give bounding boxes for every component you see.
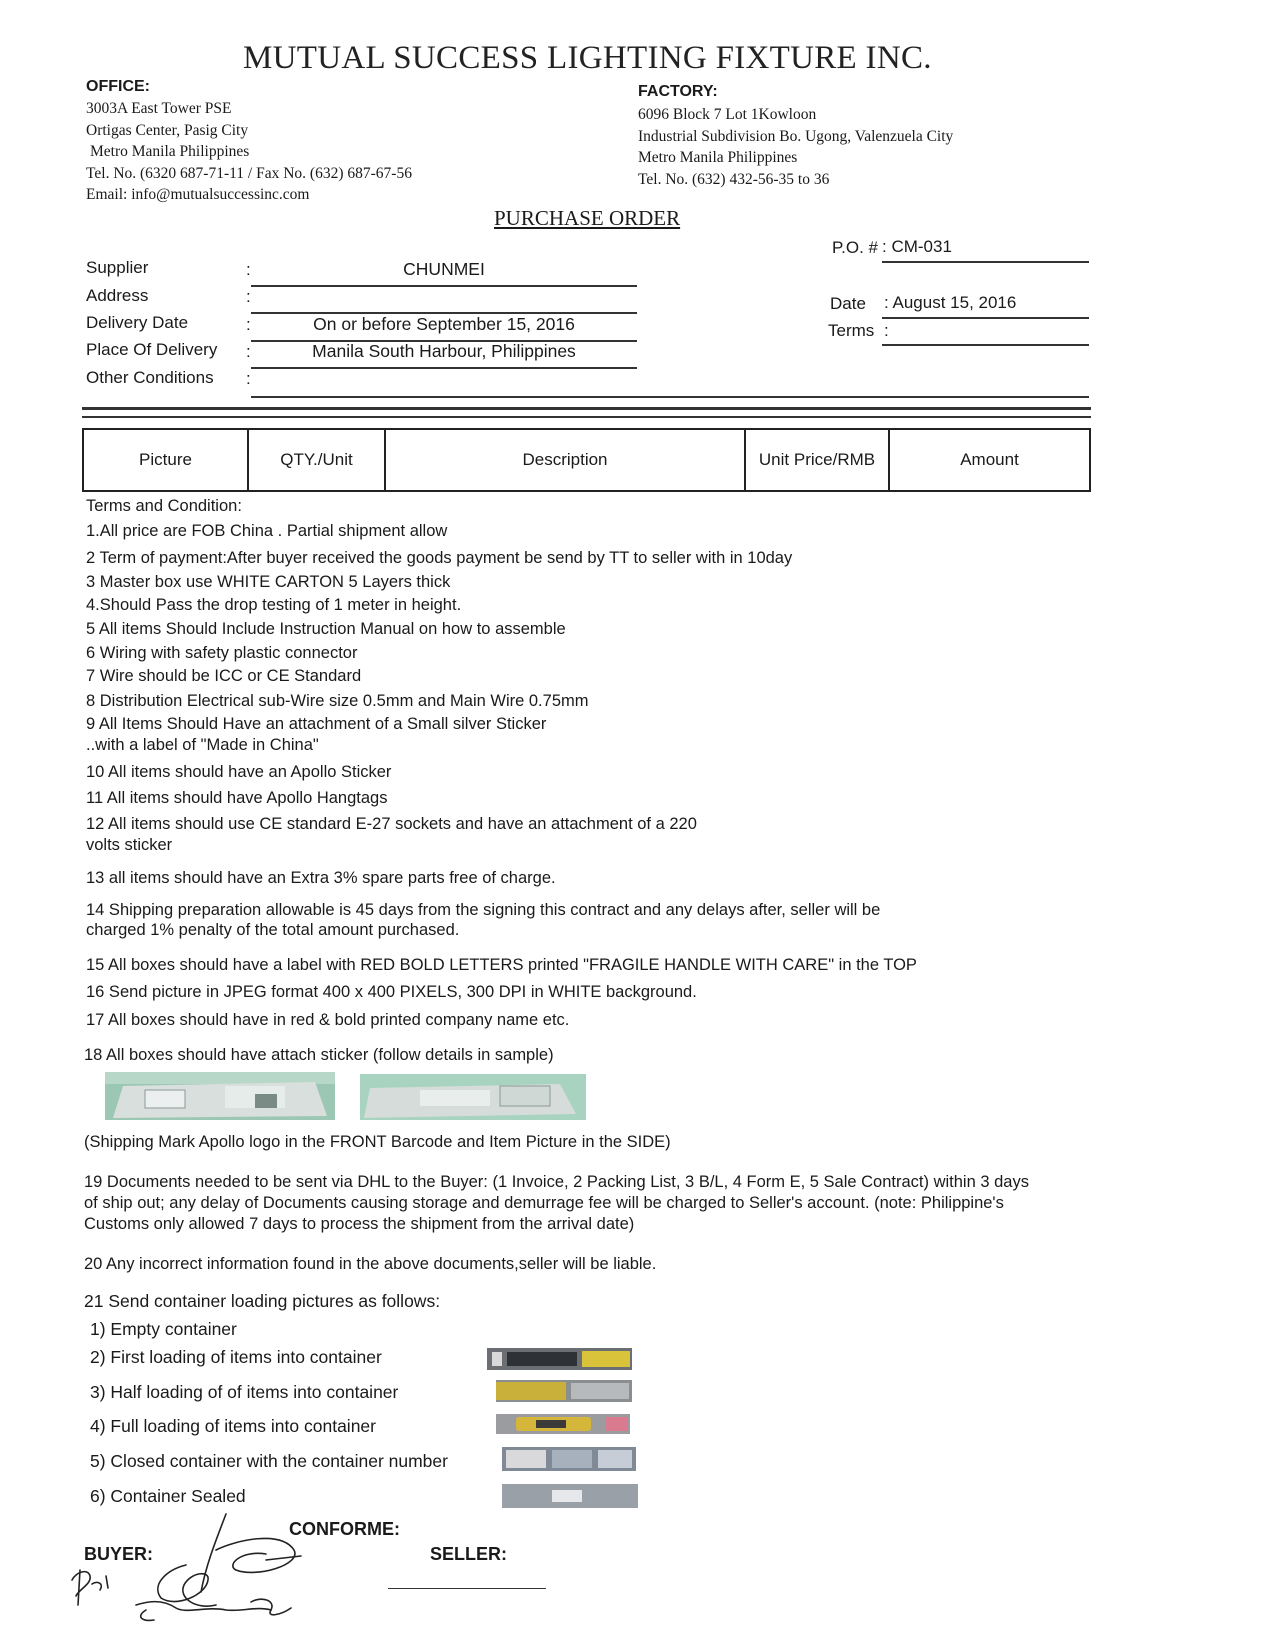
loading-photo-closed (502, 1447, 636, 1471)
term-item: 20 Any incorrect information found in the above documents,seller will be liable. (84, 1255, 657, 1273)
conforme-label: CONFORME: (289, 1519, 400, 1539)
factory-line: 6096 Block 7 Lot 1Kowloon (638, 106, 817, 123)
delivery-date-colon: : (246, 315, 251, 334)
sample-box-photo (360, 1074, 586, 1120)
address-label: Address (86, 286, 149, 305)
loading-step: 1) Empty container (90, 1319, 237, 1339)
date-label: Date (830, 294, 866, 313)
items-table-header-row (83, 429, 1090, 491)
delivery-date-value: On or before September 15, 2016 (313, 314, 575, 334)
term-item: Customs only allowed 7 days to process the shipment from the arrival date) (84, 1215, 635, 1233)
place-of-delivery-colon: : (246, 342, 251, 361)
seller-signature-line (388, 1588, 546, 1589)
seller-label: SELLER: (430, 1544, 508, 1564)
office-line: Email: info@mutualsuccessinc.com (86, 186, 310, 203)
supplier-label: Supplier (86, 258, 149, 277)
office-address (86, 98, 412, 206)
terms-field-value: : (884, 321, 889, 340)
term-item: 7 Wire should be ICC or CE Standard (86, 667, 362, 685)
term-item: 14 Shipping preparation allowable is 45 days from the signing this contract and any delays after, seller will be (86, 901, 881, 919)
factory-line: Industrial Subdivision Bo. Ugong, Valenzuela City (638, 127, 954, 145)
section-divider (82, 407, 1091, 410)
column-header-description: Description (385, 429, 745, 491)
terms-heading: Terms and Condition: (86, 497, 242, 515)
column-header-amount: Amount (889, 429, 1090, 491)
term-item: 18 All boxes should have attach sticker (follow details in sample) (84, 1046, 554, 1064)
other-conditions-underline (251, 396, 1089, 398)
po-number-value: : CM-031 (882, 237, 952, 256)
company-name: MUTUAL SUCCESS LIGHTING FIXTURE INC. (243, 40, 932, 76)
document-title: PURCHASE ORDER (494, 206, 681, 230)
term-item: 4.Should Pass the drop testing of 1 meter in height. (86, 596, 462, 614)
term-item: 10 All items should have an Apollo Sticker (86, 763, 392, 781)
factory-address (638, 104, 953, 190)
loading-step: 6) Container Sealed (90, 1486, 246, 1506)
other-conditions-colon: : (246, 369, 251, 388)
loading-step: 2) First loading of items into container (90, 1347, 382, 1367)
office-label: OFFICE: (86, 78, 150, 95)
place-of-delivery-underline (251, 367, 637, 369)
factory-line: Metro Manila Philippines (638, 149, 798, 166)
term-item: 11 All items should have Apollo Hangtags (86, 789, 388, 807)
office-line: Ortigas Center, Pasig City (86, 121, 249, 139)
supplier-underline (251, 285, 637, 287)
buyer-signature (66, 1510, 316, 1628)
term-item: of ship out; any delay of Documents causing storage and demurrage fee will be charged to Seller's account. (note: Philippine's (84, 1194, 1004, 1212)
factory-label: FACTORY: (638, 83, 718, 100)
loading-step: 5) Closed container with the container number (90, 1451, 448, 1471)
term-item: volts sticker (86, 836, 173, 854)
factory-line: Tel. No. (632) 432-56-35 to 36 (638, 170, 830, 188)
term-item: 13 all items should have an Extra 3% spare parts free of charge. (86, 869, 556, 887)
address-colon: : (246, 287, 251, 306)
term-item: 2 Term of payment:After buyer received the goods payment be send by TT to seller with in 10day (86, 549, 793, 567)
loading-photo-half (496, 1380, 632, 1402)
place-of-delivery-label: Place Of Delivery (86, 340, 218, 359)
delivery-date-label: Delivery Date (86, 313, 189, 332)
term-item: charged 1% penalty of the total amount purchased. (86, 921, 460, 939)
column-header-unit-price: Unit Price/RMB (745, 429, 889, 491)
column-header-picture: Picture (83, 429, 248, 491)
term-item: 17 All boxes should have in red & bold printed company name etc. (86, 1011, 570, 1029)
buyer-label: BUYER: (84, 1544, 154, 1564)
term-item: 19 Documents needed to be sent via DHL to the Buyer: (1 Invoice, 2 Packing List, 3 B/L, 4 Form E, 5 Sale Contract) within 3 days (84, 1173, 1029, 1191)
term-item: 21 Send container loading pictures as follows: (84, 1291, 441, 1311)
section-divider (82, 416, 1091, 418)
place-of-delivery-value: Manila South Harbour, Philippines (312, 341, 576, 361)
office-line: 3003A East Tower PSE (86, 100, 232, 117)
loading-step: 3) Half loading of of items into container (90, 1382, 399, 1402)
loading-photo-first (487, 1348, 632, 1370)
term-item: 5 All items Should Include Instruction Manual on how to assemble (86, 620, 566, 638)
term-item: 8 Distribution Electrical sub-Wire size 0.5mm and Main Wire 0.75mm (86, 692, 589, 710)
terms-field-underline (882, 344, 1089, 346)
date-underline (882, 317, 1089, 319)
supplier-colon: : (246, 260, 251, 279)
term-item: 15 All boxes should have a label with RED BOLD LETTERS printed "FRAGILE HANDLE WITH CARE" in the TOP (86, 956, 917, 974)
loading-step: 4) Full loading of items into container (90, 1416, 376, 1436)
office-line: Tel. No. (6320 687-71-11 / Fax No. (632) 687-67-56 (86, 164, 412, 182)
term-item: 12 All items should use CE standard E-27 sockets and have an attachment of a 220 (86, 815, 697, 833)
term-item: 16 Send picture in JPEG format 400 x 400 PIXELS, 300 DPI in WHITE background. (86, 983, 697, 1001)
term-item: 3 Master box use WHITE CARTON 5 Layers thick (86, 573, 451, 591)
loading-photo-full (496, 1414, 630, 1434)
term-item: ..with a label of "Made in China" (86, 736, 319, 754)
column-header-qty: QTY./Unit (248, 429, 385, 491)
terms-field-label: Terms (828, 321, 875, 340)
po-number-underline (882, 261, 1089, 263)
date-value: : August 15, 2016 (884, 293, 1017, 312)
sample-box-photo (105, 1072, 335, 1120)
office-line: Metro Manila Philippines (90, 143, 250, 160)
po-number-label: P.O. # (832, 238, 878, 257)
loading-photo-sealed (502, 1484, 638, 1508)
items-table (82, 428, 1091, 492)
other-conditions-label: Other Conditions (86, 368, 214, 387)
shipping-mark-note: (Shipping Mark Apollo logo in the FRONT Barcode and Item Picture in the SIDE) (84, 1133, 671, 1151)
term-item: 1.All price are FOB China . Partial shipment allow (86, 522, 448, 540)
term-item: 9 All Items Should Have an attachment of a Small silver Sticker (86, 715, 547, 733)
supplier-value: CHUNMEI (403, 259, 485, 279)
term-item: 6 Wiring with safety plastic connector (86, 644, 358, 662)
